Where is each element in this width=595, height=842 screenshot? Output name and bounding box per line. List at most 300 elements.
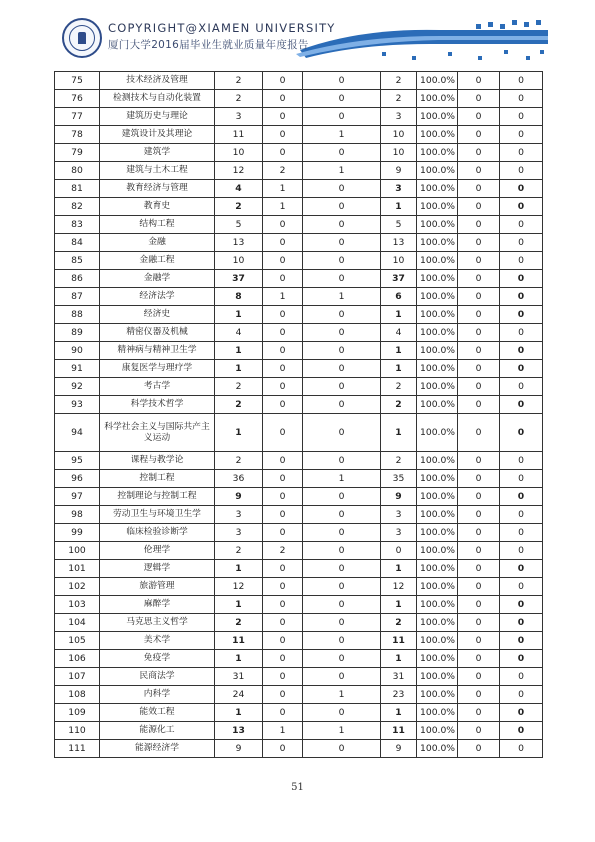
cell-major: 美术学 (100, 632, 215, 650)
cell-c3: 0 (303, 324, 381, 342)
cell-c4: 11 (381, 722, 417, 740)
cell-c5: 0 (458, 360, 500, 378)
cell-c1: 1 (215, 596, 263, 614)
cell-c6: 0 (500, 722, 543, 740)
cell-c2: 0 (263, 686, 303, 704)
cell-rate: 100.0% (417, 740, 458, 758)
cell-c1: 5 (215, 216, 263, 234)
cell-c3: 0 (303, 668, 381, 686)
cell-c4: 13 (381, 234, 417, 252)
cell-c3: 0 (303, 632, 381, 650)
cell-c6: 0 (500, 470, 543, 488)
cell-major: 金融学 (100, 270, 215, 288)
cell-c5: 0 (458, 270, 500, 288)
cell-c6: 0 (500, 162, 543, 180)
cell-c5: 0 (458, 378, 500, 396)
cell-c1: 24 (215, 686, 263, 704)
cell-rate: 100.0% (417, 578, 458, 596)
cell-c6: 0 (500, 578, 543, 596)
cell-c2: 0 (263, 396, 303, 414)
table-row (55, 686, 543, 704)
cell-c3: 0 (303, 198, 381, 216)
table-row (55, 578, 543, 596)
cell-c4: 2 (381, 90, 417, 108)
cell-major: 考古学 (100, 378, 215, 396)
table-row (55, 234, 543, 252)
cell-c6: 0 (500, 452, 543, 470)
cell-no: 86 (55, 270, 100, 288)
cell-major: 精密仪器及机械 (100, 324, 215, 342)
cell-no: 98 (55, 506, 100, 524)
table-row (55, 216, 543, 234)
cell-c5: 0 (458, 234, 500, 252)
cell-c4: 2 (381, 614, 417, 632)
cell-c6: 0 (500, 668, 543, 686)
cell-c5: 0 (458, 668, 500, 686)
table-row (55, 488, 543, 506)
cell-c1: 1 (215, 342, 263, 360)
cell-c2: 2 (263, 162, 303, 180)
cell-c3: 1 (303, 686, 381, 704)
cell-c3: 0 (303, 396, 381, 414)
cell-no: 84 (55, 234, 100, 252)
cell-c2: 0 (263, 270, 303, 288)
cell-rate: 100.0% (417, 596, 458, 614)
cell-rate: 100.0% (417, 632, 458, 650)
cell-c4: 2 (381, 72, 417, 90)
cell-c3: 0 (303, 234, 381, 252)
cell-c3: 0 (303, 360, 381, 378)
cell-c2: 1 (263, 180, 303, 198)
cell-major: 检测技术与自动化装置 (100, 90, 215, 108)
cell-c6: 0 (500, 414, 543, 452)
cell-c4: 2 (381, 396, 417, 414)
cell-no: 109 (55, 704, 100, 722)
cell-major: 建筑历史与理论 (100, 108, 215, 126)
cell-no: 81 (55, 180, 100, 198)
cell-rate: 100.0% (417, 234, 458, 252)
cell-c6: 0 (500, 342, 543, 360)
cell-c2: 0 (263, 126, 303, 144)
cell-c1: 10 (215, 252, 263, 270)
cell-rate: 100.0% (417, 180, 458, 198)
cell-c4: 10 (381, 144, 417, 162)
cell-major: 能源化工 (100, 722, 215, 740)
cell-c6: 0 (500, 488, 543, 506)
cell-c6: 0 (500, 72, 543, 90)
cell-no: 92 (55, 378, 100, 396)
cell-c4: 3 (381, 524, 417, 542)
cell-c6: 0 (500, 324, 543, 342)
cell-c5: 0 (458, 632, 500, 650)
cell-c4: 3 (381, 108, 417, 126)
cell-no: 80 (55, 162, 100, 180)
cell-c3: 0 (303, 90, 381, 108)
table-row (55, 414, 543, 452)
cell-c3: 0 (303, 270, 381, 288)
cell-c1: 12 (215, 578, 263, 596)
table-row (55, 596, 543, 614)
cell-c5: 0 (458, 216, 500, 234)
cell-c1: 1 (215, 704, 263, 722)
cell-c2: 0 (263, 216, 303, 234)
cell-c5: 0 (458, 722, 500, 740)
cell-rate: 100.0% (417, 686, 458, 704)
cell-c3: 0 (303, 414, 381, 452)
cell-c1: 3 (215, 506, 263, 524)
cell-c4: 6 (381, 288, 417, 306)
cell-c1: 1 (215, 650, 263, 668)
cell-no: 79 (55, 144, 100, 162)
cell-c2: 1 (263, 722, 303, 740)
cell-no: 89 (55, 324, 100, 342)
cell-c1: 1 (215, 306, 263, 324)
cell-c4: 1 (381, 414, 417, 452)
cell-c3: 1 (303, 126, 381, 144)
table-row (55, 162, 543, 180)
cell-c6: 0 (500, 288, 543, 306)
cell-c3: 0 (303, 506, 381, 524)
cell-no: 85 (55, 252, 100, 270)
cell-no: 95 (55, 452, 100, 470)
cell-rate: 100.0% (417, 506, 458, 524)
table-row (55, 270, 543, 288)
cell-c2: 0 (263, 90, 303, 108)
table-row (55, 650, 543, 668)
cell-rate: 100.0% (417, 270, 458, 288)
table-row (55, 288, 543, 306)
page-number: 51 (291, 782, 304, 793)
cell-rate: 100.0% (417, 162, 458, 180)
cell-no: 99 (55, 524, 100, 542)
table-row (55, 126, 543, 144)
cell-no: 103 (55, 596, 100, 614)
cell-no: 82 (55, 198, 100, 216)
cell-major: 能源经济学 (100, 740, 215, 758)
cell-rate: 100.0% (417, 342, 458, 360)
cell-major: 民商法学 (100, 668, 215, 686)
cell-no: 107 (55, 668, 100, 686)
table-row (55, 542, 543, 560)
table-row (55, 632, 543, 650)
cell-major: 经济法学 (100, 288, 215, 306)
cell-c6: 0 (500, 108, 543, 126)
table-body (55, 72, 543, 758)
cell-c3: 0 (303, 614, 381, 632)
table-row (55, 524, 543, 542)
cell-c3: 0 (303, 72, 381, 90)
cell-c5: 0 (458, 252, 500, 270)
cell-c1: 31 (215, 668, 263, 686)
cell-c5: 0 (458, 452, 500, 470)
cell-c6: 0 (500, 144, 543, 162)
cell-c4: 12 (381, 578, 417, 596)
cell-rate: 100.0% (417, 488, 458, 506)
cell-c3: 1 (303, 470, 381, 488)
cell-no: 87 (55, 288, 100, 306)
table-row (55, 506, 543, 524)
table-row (55, 108, 543, 126)
cell-c6: 0 (500, 360, 543, 378)
cell-c6: 0 (500, 740, 543, 758)
cell-c4: 37 (381, 270, 417, 288)
cell-rate: 100.0% (417, 126, 458, 144)
cell-no: 104 (55, 614, 100, 632)
table-row (55, 198, 543, 216)
cell-rate: 100.0% (417, 542, 458, 560)
cell-c1: 2 (215, 542, 263, 560)
cell-c4: 0 (381, 542, 417, 560)
cell-c1: 11 (215, 632, 263, 650)
cell-c6: 0 (500, 506, 543, 524)
cell-c3: 0 (303, 306, 381, 324)
cell-c4: 11 (381, 632, 417, 650)
cell-c1: 2 (215, 396, 263, 414)
cell-rate: 100.0% (417, 252, 458, 270)
cell-major: 临床检验诊断学 (100, 524, 215, 542)
cell-c2: 0 (263, 740, 303, 758)
cell-c5: 0 (458, 72, 500, 90)
cell-no: 78 (55, 126, 100, 144)
cell-c2: 0 (263, 378, 303, 396)
cell-c6: 0 (500, 650, 543, 668)
cell-major: 科学技术哲学 (100, 396, 215, 414)
cell-c5: 0 (458, 396, 500, 414)
cell-c1: 3 (215, 108, 263, 126)
cell-major: 马克思主义哲学 (100, 614, 215, 632)
cell-rate: 100.0% (417, 324, 458, 342)
table-row (55, 72, 543, 90)
cell-major: 控制工程 (100, 470, 215, 488)
cell-major: 金融 (100, 234, 215, 252)
cell-no: 91 (55, 360, 100, 378)
cell-no: 75 (55, 72, 100, 90)
employment-stats-table (54, 71, 543, 758)
cell-c1: 2 (215, 72, 263, 90)
cell-c4: 10 (381, 252, 417, 270)
cell-c1: 11 (215, 126, 263, 144)
table-row (55, 614, 543, 632)
cell-c3: 0 (303, 144, 381, 162)
cell-c5: 0 (458, 198, 500, 216)
cell-rate: 100.0% (417, 650, 458, 668)
cell-c2: 0 (263, 578, 303, 596)
cell-rate: 100.0% (417, 198, 458, 216)
cell-rate: 100.0% (417, 524, 458, 542)
cell-major: 逻辑学 (100, 560, 215, 578)
cell-c1: 37 (215, 270, 263, 288)
cell-major: 教育史 (100, 198, 215, 216)
cell-rate: 100.0% (417, 614, 458, 632)
table-row (55, 452, 543, 470)
cell-c2: 0 (263, 324, 303, 342)
cell-c5: 0 (458, 90, 500, 108)
cell-c6: 0 (500, 596, 543, 614)
cell-c2: 0 (263, 668, 303, 686)
cell-c4: 31 (381, 668, 417, 686)
cell-c3: 0 (303, 578, 381, 596)
cell-c5: 0 (458, 288, 500, 306)
table-row (55, 722, 543, 740)
table-row (55, 668, 543, 686)
cell-c1: 8 (215, 288, 263, 306)
cell-no: 105 (55, 632, 100, 650)
cell-c1: 2 (215, 90, 263, 108)
cell-major: 康复医学与理疗学 (100, 360, 215, 378)
cell-rate: 100.0% (417, 396, 458, 414)
cell-major: 劳动卫生与环境卫生学 (100, 506, 215, 524)
cell-rate: 100.0% (417, 414, 458, 452)
cell-c1: 13 (215, 234, 263, 252)
cell-c2: 0 (263, 414, 303, 452)
cell-c5: 0 (458, 306, 500, 324)
cell-c3: 0 (303, 378, 381, 396)
cell-c6: 0 (500, 524, 543, 542)
cell-major: 技术经济及管理 (100, 72, 215, 90)
cell-c2: 0 (263, 614, 303, 632)
cell-rate: 100.0% (417, 306, 458, 324)
cell-rate: 100.0% (417, 90, 458, 108)
cell-major: 能效工程 (100, 704, 215, 722)
cell-c6: 0 (500, 90, 543, 108)
cell-c2: 0 (263, 506, 303, 524)
cell-c6: 0 (500, 704, 543, 722)
cell-c3: 1 (303, 288, 381, 306)
cell-no: 96 (55, 470, 100, 488)
cell-major: 控制理论与控制工程 (100, 488, 215, 506)
cell-c5: 0 (458, 614, 500, 632)
table-row (55, 306, 543, 324)
cell-c4: 9 (381, 740, 417, 758)
cell-c4: 1 (381, 650, 417, 668)
cell-c2: 0 (263, 488, 303, 506)
cell-major: 结构工程 (100, 216, 215, 234)
cell-no: 90 (55, 342, 100, 360)
cell-c2: 0 (263, 108, 303, 126)
cell-no: 76 (55, 90, 100, 108)
cell-c6: 0 (500, 306, 543, 324)
table-row (55, 324, 543, 342)
cell-c4: 1 (381, 704, 417, 722)
cell-c3: 0 (303, 560, 381, 578)
cell-c5: 0 (458, 488, 500, 506)
table-row (55, 704, 543, 722)
cell-major: 内科学 (100, 686, 215, 704)
cell-c1: 2 (215, 198, 263, 216)
cell-c4: 23 (381, 686, 417, 704)
cell-c2: 0 (263, 632, 303, 650)
cell-c4: 35 (381, 470, 417, 488)
cell-c2: 0 (263, 470, 303, 488)
cell-c5: 0 (458, 126, 500, 144)
cell-c1: 2 (215, 452, 263, 470)
table-row (55, 470, 543, 488)
cell-c6: 0 (500, 396, 543, 414)
cell-rate: 100.0% (417, 378, 458, 396)
table-row (55, 378, 543, 396)
cell-major: 精神病与精神卫生学 (100, 342, 215, 360)
cell-rate: 100.0% (417, 722, 458, 740)
cell-major: 建筑设计及其理论 (100, 126, 215, 144)
cell-c2: 0 (263, 560, 303, 578)
cell-no: 108 (55, 686, 100, 704)
cell-c6: 0 (500, 126, 543, 144)
cell-c4: 9 (381, 488, 417, 506)
cell-no: 102 (55, 578, 100, 596)
cell-c5: 0 (458, 578, 500, 596)
cell-c4: 2 (381, 452, 417, 470)
cell-c3: 0 (303, 252, 381, 270)
cell-c5: 0 (458, 180, 500, 198)
cell-c3: 1 (303, 162, 381, 180)
cell-c6: 0 (500, 378, 543, 396)
cell-c2: 0 (263, 524, 303, 542)
cell-rate: 100.0% (417, 560, 458, 578)
cell-rate: 100.0% (417, 704, 458, 722)
cell-c1: 4 (215, 180, 263, 198)
header-title-cn: 厦门大学2016届毕业生就业质量年度报告 (108, 39, 309, 51)
cell-major: 免疫学 (100, 650, 215, 668)
cell-c1: 4 (215, 324, 263, 342)
cell-major: 建筑与土木工程 (100, 162, 215, 180)
cell-c5: 0 (458, 524, 500, 542)
cell-c5: 0 (458, 650, 500, 668)
cell-no: 88 (55, 306, 100, 324)
cell-c1: 13 (215, 722, 263, 740)
cell-c3: 0 (303, 452, 381, 470)
cell-c5: 0 (458, 144, 500, 162)
cell-c6: 0 (500, 234, 543, 252)
cell-c3: 0 (303, 650, 381, 668)
cell-rate: 100.0% (417, 288, 458, 306)
cell-c6: 0 (500, 180, 543, 198)
cell-major: 科学社会主义与国际共产主义运动 (100, 414, 215, 452)
cell-major: 伦理学 (100, 542, 215, 560)
cell-c4: 1 (381, 342, 417, 360)
cell-c5: 0 (458, 506, 500, 524)
cell-c3: 0 (303, 524, 381, 542)
cell-c6: 0 (500, 632, 543, 650)
cell-c4: 9 (381, 162, 417, 180)
table-row (55, 560, 543, 578)
cell-c1: 9 (215, 488, 263, 506)
cell-c3: 0 (303, 740, 381, 758)
cell-no: 93 (55, 396, 100, 414)
cell-c1: 1 (215, 360, 263, 378)
cell-c3: 0 (303, 108, 381, 126)
cell-c1: 1 (215, 560, 263, 578)
cell-rate: 100.0% (417, 360, 458, 378)
cell-major: 旅游管理 (100, 578, 215, 596)
page-header (0, 0, 595, 66)
cell-major: 课程与教学论 (100, 452, 215, 470)
cell-major: 建筑学 (100, 144, 215, 162)
cell-c6: 0 (500, 542, 543, 560)
cell-c3: 0 (303, 342, 381, 360)
cell-c1: 9 (215, 740, 263, 758)
cell-c2: 2 (263, 542, 303, 560)
cell-c4: 1 (381, 360, 417, 378)
cell-no: 106 (55, 650, 100, 668)
cell-rate: 100.0% (417, 72, 458, 90)
cell-rate: 100.0% (417, 108, 458, 126)
cell-c2: 0 (263, 650, 303, 668)
cell-no: 100 (55, 542, 100, 560)
cell-c3: 0 (303, 542, 381, 560)
cell-rate: 100.0% (417, 144, 458, 162)
table-row (55, 342, 543, 360)
cell-c2: 0 (263, 360, 303, 378)
